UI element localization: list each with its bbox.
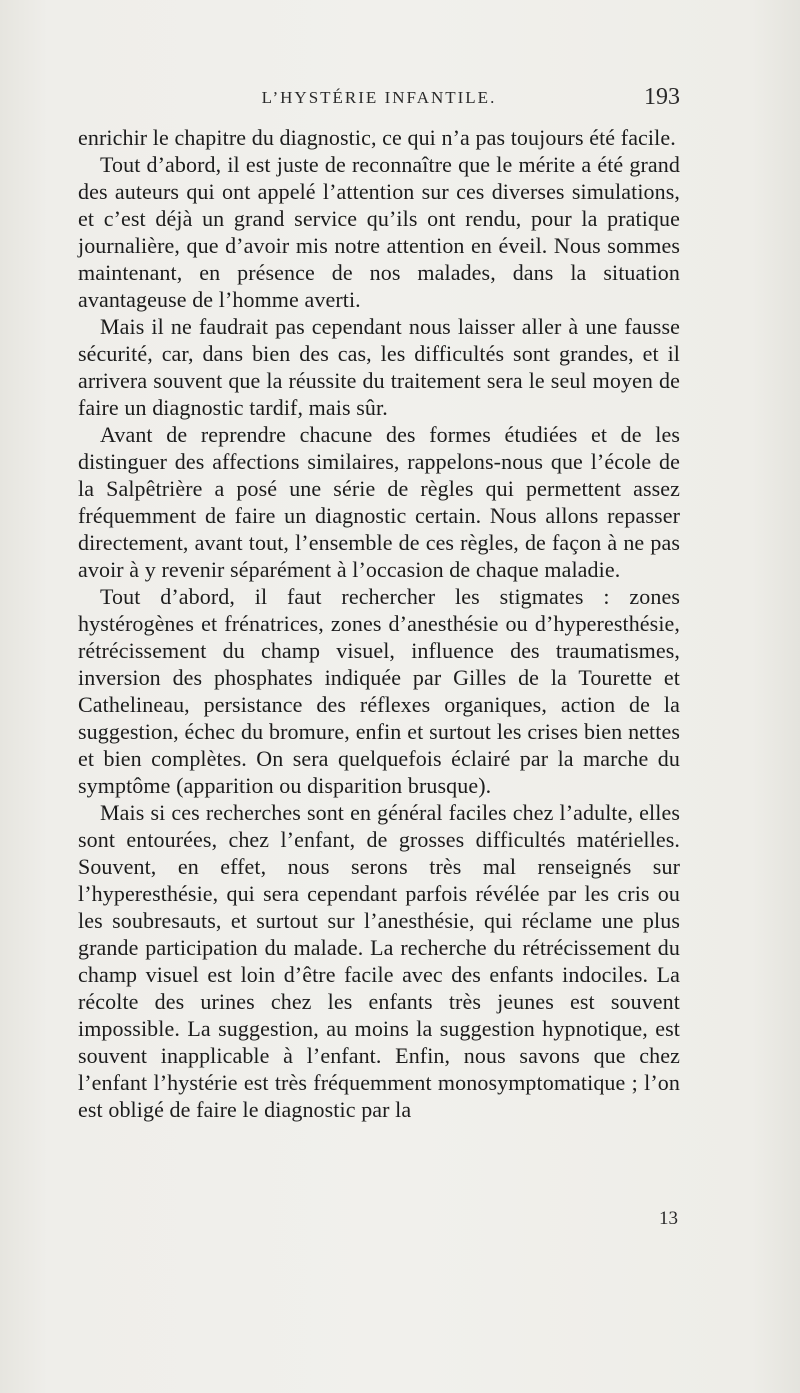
body-text (78, 124, 680, 1123)
paragraph: Avant de reprendre chacune des formes étudiées et de les distinguer des affections similaires, rappelons-nous que l’école de la Salpêtrière a posé une série de règles qui permettent assez fréquemment de faire un diagnostic certain. Nous allons repasser directement, avant tout, l’ensemble de ces règles, de façon à ne pas avoir à y revenir séparément à l’occasion de chaque maladie. (78, 422, 680, 582)
paragraph-continued: enrichir le chapitre du diagnostic, ce qui n’a pas toujours été facile. (78, 125, 676, 150)
paragraph: Mais il ne faudrait pas cependant nous laisser aller à une fausse sécurité, car, dans bien des cas, les difficultés sont grandes, et il arrivera souvent que la réussite du traitement sera le seul moyen de faire un diagnostic tardif, mais sûr. (78, 314, 680, 420)
paragraph: Mais si ces recherches sont en général faciles chez l’adulte, elles sont entourées, chez l’enfant, de grosses difficultés matérielles. Souvent, en effet, nous serons très mal renseignés sur l’hyperesthésie, qui sera cependant parfois révélée par les cris ou les soubresauts, et surtout sur l’anesthésie, qui réclame une plus grande participation du malade. La recherche du rétrécissement du champ visuel est loin d’être facile avec des enfants indociles. La récolte des urines chez les enfants très jeunes est souvent impossible. La suggestion, au moins la suggestion hypnotique, est souvent inapplicable à l’enfant. Enfin, nous savons que chez l’enfant l’hystérie est très fréquemment monosymptomatique ; l’on est obligé de faire le diagnostic par la (78, 800, 680, 1122)
page-header (78, 84, 680, 114)
paragraph: Tout d’abord, il est juste de reconnaître que le mérite a été grand des auteurs qui ont appelé l’attention sur ces diverses simulations, et c’est déjà un grand service qu’ils ont rendu, pour la pratique journalière, que d’avoir mis notre attention en éveil. Nous sommes maintenant, en présence de nos malades, dans la situation avantageuse de l’homme averti. (78, 152, 680, 312)
running-head: L’HYSTÉRIE INFANTILE. (261, 88, 497, 107)
page-number: 193 (644, 84, 680, 110)
paragraph: Tout d’abord, il faut rechercher les stigmates : zones hystérogènes et frénatrices, zones d’anesthésie ou d’hyperesthésie, rétrécissement du champ visuel, influence des traumatismes, inversion des phosphates indiquée par Gilles de la Tourette et Cathelineau, persistance des réflexes organiques, action de la suggestion, échec du bromure, enfin et surtout les crises bien nettes et bien complètes. On sera quelquefois éclairé par la marche du symptôme (apparition ou disparition brusque). (78, 584, 680, 798)
signature-mark: 13 (659, 1208, 678, 1229)
